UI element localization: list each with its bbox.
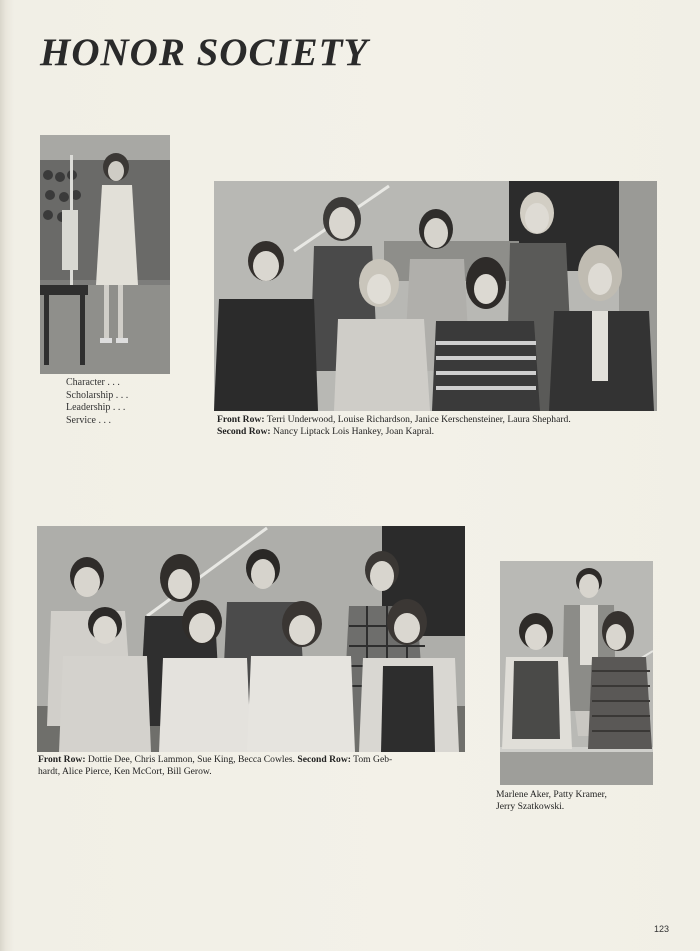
small-group-photo [500, 561, 653, 785]
second-row-label: Second Row: [217, 426, 271, 438]
second-row-names: Nancy Liptack Lois Hankey, Joan Kapral. [270, 426, 435, 438]
second-row-names-continued: hardt, Alice Pierce, Ken McCort, Bill Gerow. [38, 766, 212, 778]
front-row-label: Front Row: [38, 754, 86, 765]
page-number: 123 [654, 924, 670, 934]
second-row-label: Second Row: [297, 754, 351, 765]
front-row-names: Terri Underwood, Louise Richardson, Janice Kerschensteiner, Laura Shephard. [264, 414, 571, 425]
motto-line: Service . . . [66, 414, 111, 426]
motto-line: Leadership . . . [66, 402, 126, 414]
bottom-group-caption [38, 754, 468, 778]
top-group-caption [217, 414, 667, 438]
motto-line: Character . . . [66, 377, 120, 388]
motto-line: Scholarship . . . [66, 389, 129, 401]
society-motto [66, 377, 128, 427]
small-group-names-line2: Jerry Szatkowski. [496, 801, 565, 813]
second-row-names: Tom Geb- [350, 754, 393, 765]
page-title: HONOR SOCIETY [40, 31, 369, 74]
speaker-photo [40, 135, 170, 374]
top-group-photo [214, 181, 657, 411]
front-row-names: Dottie Dee, Chris Lammon, Sue King, Becca Cowles. [85, 754, 295, 765]
small-group-names-line1: Marlene Aker, Patty Kramer, [496, 789, 607, 800]
small-group-caption [496, 789, 666, 813]
front-row-label: Front Row: [217, 414, 265, 425]
bottom-group-photo [37, 526, 465, 752]
